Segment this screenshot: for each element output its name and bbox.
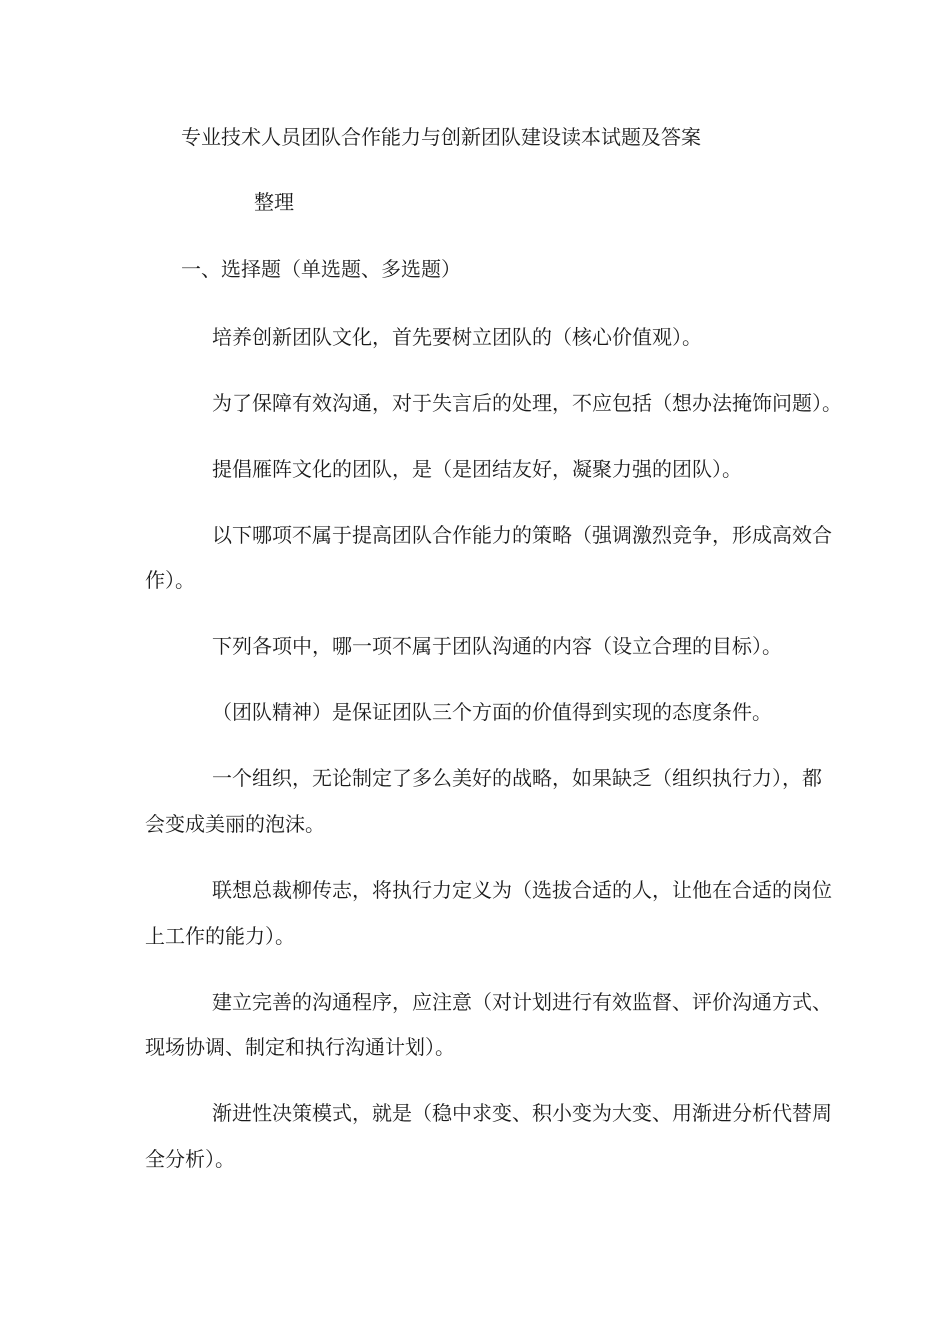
question-4-line-1: 以下哪项不属于提高团队合作能力的策略（强调激烈竞争，形成高效合 xyxy=(212,523,832,547)
question-8-line-2: 上工作的能力）。 xyxy=(145,924,295,948)
question-3-line-1: 提倡雁阵文化的团队，是（是团结友好，凝聚力强的团队）。 xyxy=(212,457,742,481)
question-9-line-2: 现场协调、制定和执行沟通计划）。 xyxy=(145,1035,455,1059)
question-10-line-2: 全分析）。 xyxy=(145,1147,235,1171)
question-7-line-1: 一个组织，无论制定了多么美好的战略，如果缺乏（组织执行力），都 xyxy=(212,766,822,790)
document-subtitle: 整理 xyxy=(254,190,294,214)
question-6-line-1: （团队精神）是保证团队三个方面的价值得到实现的态度条件。 xyxy=(212,700,772,724)
question-9-line-1: 建立完善的沟通程序，应注意（对计划进行有效监督、评价沟通方式、 xyxy=(212,990,832,1014)
question-5-line-1: 下列各项中，哪一项不属于团队沟通的内容（设立合理的目标）。 xyxy=(212,634,782,658)
question-8-line-1: 联想总裁柳传志，将执行力定义为（选拔合适的人，让他在合适的岗位 xyxy=(212,878,832,902)
question-7-line-2: 会变成美丽的泡沫。 xyxy=(145,812,325,836)
question-4-line-2: 作）。 xyxy=(145,568,195,592)
question-2-line-1: 为了保障有效沟通，对于失言后的处理，不应包括（想办法掩饰问题）。 xyxy=(212,391,842,415)
question-10-line-1: 渐进性决策模式，就是（稳中求变、积小变为大变、用渐进分析代替周 xyxy=(212,1101,832,1125)
question-1-line-1: 培养创新团队文化，首先要树立团队的（核心价值观）。 xyxy=(212,325,702,349)
document-title: 专业技术人员团队合作能力与创新团队建设读本试题及答案 xyxy=(181,125,701,149)
section-heading: 一、选择题（单选题、多选题） xyxy=(181,257,461,281)
